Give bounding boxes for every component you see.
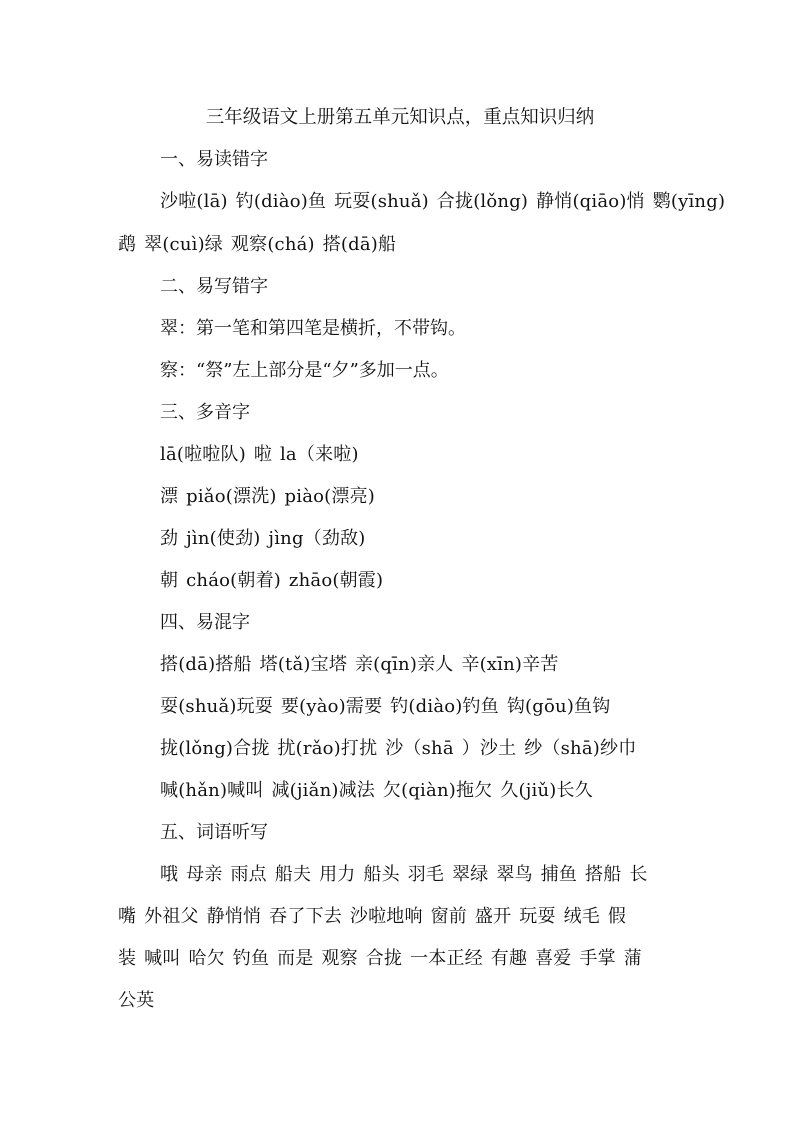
section-heading-3: 三、多音字 [160,402,250,423]
paragraph-line: 鹉 翠(cuì)绿 观察(chá) 搭(dā)船 [118,234,397,255]
paragraph-line: lā(啦啦队) 啦 la（来啦) [160,444,359,465]
paragraph-line: 拢(lǒng)合拢 扰(rǎo)打扰 沙（shā ）沙土 纱（shā)纱巾 [160,738,637,759]
page-title: 三年级语文上册第五单元知识点，重点知识归纳 [205,107,595,128]
section-heading-4: 四、易混字 [160,612,250,633]
paragraph-line: 翠：第一笔和第四笔是横折，不带钩。 [160,318,466,339]
paragraph-line: 沙啦(lā) 钓(diào)鱼 玩耍(shuǎ) 合拢(lǒng) 静悄(qiāo)悄 鹦(yīng) [160,191,726,212]
paragraph-line: 朝 cháo(朝着) zhāo(朝霞) [160,570,384,591]
paragraph-line: 漂 piǎo(漂洗) piào(漂亮) [160,486,376,507]
paragraph-line: 嘴 外祖父 静悄悄 吞了下去 沙啦地响 窗前 盛开 玩耍 绒毛 假 [118,906,627,927]
section-heading-2: 二、易写错字 [160,276,268,297]
paragraph-line: 搭(dā)搭船 塔(tǎ)宝塔 亲(qīn)亲人 辛(xīn)辛苦 [160,654,559,675]
paragraph-line: 喊(hǎn)喊叫 减(jiǎn)减法 欠(qiàn)拖欠 久(jiǔ)长久 [160,780,593,801]
paragraph-line: 公英 [118,990,155,1011]
paragraph-line: 察：“祭”左上部分是“夕”多加一点。 [160,360,449,381]
paragraph-line: 耍(shuǎ)玩耍 要(yào)需要 钓(diào)钓鱼 钩(gōu)鱼钩 [160,696,611,717]
paragraph-line: 劲 jìn(使劲) jìng（劲敌) [160,528,366,549]
section-heading-1: 一、易读错字 [160,149,268,170]
paragraph-line: 哦 母亲 雨点 船夫 用力 船头 羽毛 翠绿 翠鸟 捕鱼 搭船 长 [160,864,648,885]
section-heading-5: 五、词语听写 [160,822,268,843]
paragraph-line: 装 喊叫 哈欠 钓鱼 而是 观察 合拢 一本正经 有趣 喜爱 手掌 蒲 [118,948,642,969]
